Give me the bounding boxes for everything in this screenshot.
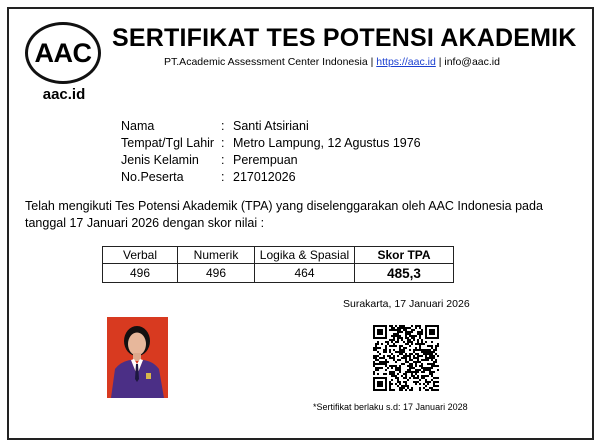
logo-mark: AAC: [34, 37, 92, 68]
aac-logo: [25, 22, 101, 84]
photo-illustration: [107, 317, 168, 398]
identity-label: Tempat/Tgl Lahir: [121, 135, 215, 150]
identity-colon: :: [221, 169, 225, 184]
logo-domain: aac.id: [42, 86, 86, 103]
score-header-total: Skor TPA: [355, 247, 454, 264]
certificate-title: SERTIFIKAT TES POTENSI AKADEMIK: [112, 24, 577, 52]
identity-row-participant-number: [121, 168, 421, 185]
identity-row-birth: [121, 134, 421, 151]
identity-label: No.Peserta: [121, 169, 184, 184]
identity-value: Metro Lampung, 12 Agustus 1976: [233, 135, 421, 150]
score-header-row: [103, 247, 454, 264]
website-link[interactable]: https://aac.id: [376, 56, 436, 68]
identity-row-name: [121, 117, 421, 134]
separator: |: [435, 56, 445, 68]
email-address: info@aac.id: [444, 56, 500, 68]
place-and-date: Surakarta, 17 Januari 2026: [343, 298, 470, 310]
identity-colon: :: [221, 135, 225, 150]
identity-colon: :: [221, 118, 225, 133]
organization-name: PT.Academic Assessment Center Indonesia: [164, 56, 368, 68]
validity-note: *Sertifikat berlaku s.d: 17 Januari 2028: [313, 402, 468, 412]
score-total: 485,3: [355, 264, 454, 283]
score-header-numerik: Numerik: [178, 247, 255, 264]
score-header-logika: Logika & Spasial: [255, 247, 355, 264]
score-table: [102, 246, 454, 283]
identity-value: Perempuan: [233, 152, 298, 167]
score-verbal: 496: [103, 264, 178, 283]
identity-row-gender: [121, 151, 421, 168]
score-numerik: 496: [178, 264, 255, 283]
participant-photo: [107, 317, 168, 398]
identity-value: 217012026: [233, 169, 296, 184]
score-value-row: [103, 264, 454, 283]
separator: |: [367, 56, 377, 68]
identity-colon: :: [221, 152, 225, 167]
identity-label: Nama: [121, 118, 155, 133]
identity-label: Jenis Kelamin: [121, 152, 199, 167]
test-statement: Telah mengikuti Tes Potensi Akademik (TPA) yang diselenggarakan oleh AAC Indonesia pada tanggal 17 Januari 2026 dengan skor nilai :: [25, 199, 543, 230]
organization-line: [112, 56, 552, 68]
qr-code: [373, 325, 439, 391]
identity-value: Santi Atsiriani: [233, 118, 309, 133]
score-logika: 464: [255, 264, 355, 283]
participant-identity: [121, 117, 421, 185]
score-header-verbal: Verbal: [103, 247, 178, 264]
